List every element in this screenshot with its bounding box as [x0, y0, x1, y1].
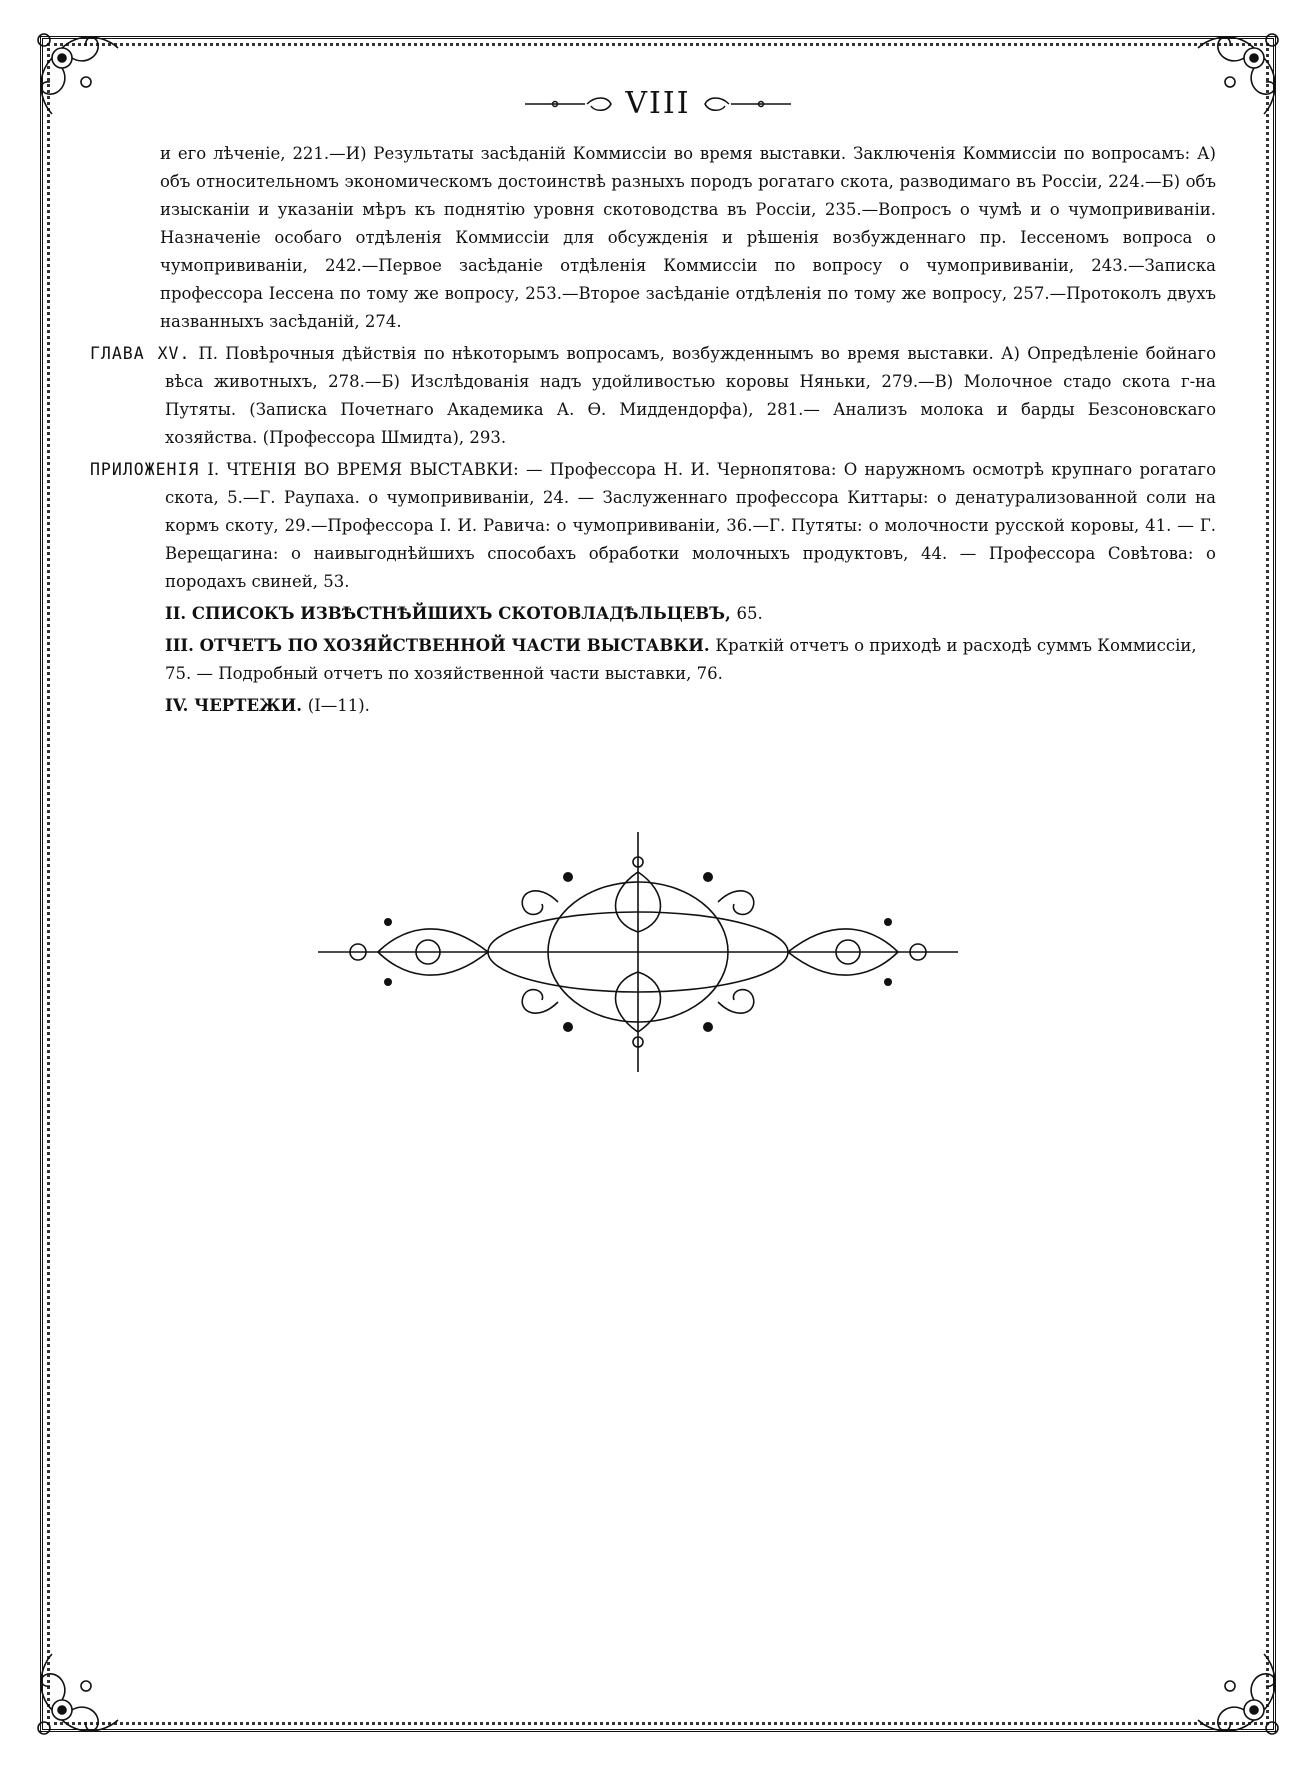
toc-entry-appendix-3	[90, 632, 1216, 688]
appendix-label: ПРИЛОЖЕНІЯ	[90, 460, 200, 479]
appendix-4-pages: (I—11).	[307, 696, 370, 715]
appendix-text: I. ЧТЕНІЯ ВО ВРЕМЯ ВЫСТАВКИ: — Профессора Н. И. Чернопятова: О наружномъ осмотрѣ крупнаго рогатаго скота, 5.—Г. Раупаха. о чумопрививаніи, 24. — Заслуженнаго профессора Киттары: о денатурализованной соли на кормъ скоту, 29.—Профессора І. И. Равича: о чумопрививаніи, 36.—Г. Путяты: о молочности русской коровы, 41. — Г. Верещагина: о наивыгоднѣйшихъ способахъ обработки молочныхъ продуктовъ, 44. — Профессора Совѣтова: о породахъ свиней, 53.	[165, 460, 1216, 591]
toc-entry-appendix-2	[90, 600, 1216, 628]
appendix-4-title: IV. ЧЕРТЕЖИ.	[165, 696, 303, 715]
right-flourish-icon	[701, 94, 791, 114]
page-number: VIII	[625, 86, 691, 121]
chapter-text: П. Повѣрочныя дѣйствія по нѣкоторымъ вопросамъ, возбужденнымъ во время выставки. А) Опредѣленіе бойнаго вѣса животныхъ, 278.—Б) Изслѣдованія надъ удойливостью коровы Няньки, 279.—В) Молочное стадо скота г-на Путяты. (Записка Почетнаго Академика А. Ѳ. Миддендорфа), 281.— Анализъ молока и барды Безсоновскаго хозяйства. (Профессора Шмидта), 293.	[165, 344, 1217, 447]
appendix-2-title: II. СПИСОКЪ ИЗВѢСТНѢЙШИХЪ СКОТОВЛАДѢЛЬЦЕВЪ,	[165, 604, 731, 623]
corner-ornament-icon	[1194, 1650, 1286, 1742]
toc-entry-chapter-15	[90, 340, 1216, 452]
chapter-label: ГЛАВА XV.	[90, 344, 191, 363]
toc-entry-appendix-4	[90, 692, 1216, 720]
appendix-3-text: Краткій отчетъ о приходѣ и расходѣ суммъ Коммиссіи, 75. — Подробный отчетъ по хозяйственной части выставки, 76.	[165, 636, 1197, 683]
decorative-vignette-icon	[318, 832, 958, 1072]
toc-entry-continuation: и его лѣченіе, 221.—И) Результаты засѣданій Коммиссіи во время выставки. Заключенія Коммиссіи по вопросамъ: А) объ относительномъ экономическомъ достоинствѣ разныхъ породъ рогатаго скота, разводимаго въ Россіи, 224.—Б) объ изысканіи и указаніи мѣръ къ поднятію уровня скотоводства въ Россіи, 235.—Вопросъ о чумѣ и о чумопрививаніи. Назначеніе особаго отдѣленія Коммиссіи для обсужденія и рѣшенія возбужденнаго пр. Іессеномъ вопроса о чумопрививаніи, 242.—Первое засѣданіе отдѣленія Коммиссіи по вопросу о чумопрививаніи, 243.—Записка профессора Іессена по тому же вопросу, 253.—Второе засѣданіе отдѣленія по тому же вопросу, 257.—Протоколъ двухъ названныхъ засѣданій, 274.	[160, 144, 1216, 331]
toc-entry-appendices	[90, 456, 1216, 596]
page-header	[0, 86, 1316, 121]
toc-content	[90, 140, 1216, 724]
appendix-2-page: 65.	[736, 604, 763, 623]
left-flourish-icon	[525, 94, 615, 114]
appendix-3-title: III. ОТЧЕТЪ ПО ХОЗЯЙСТВЕННОЙ ЧАСТИ ВЫСТАВКИ.	[165, 636, 710, 655]
corner-ornament-icon	[30, 1650, 122, 1742]
